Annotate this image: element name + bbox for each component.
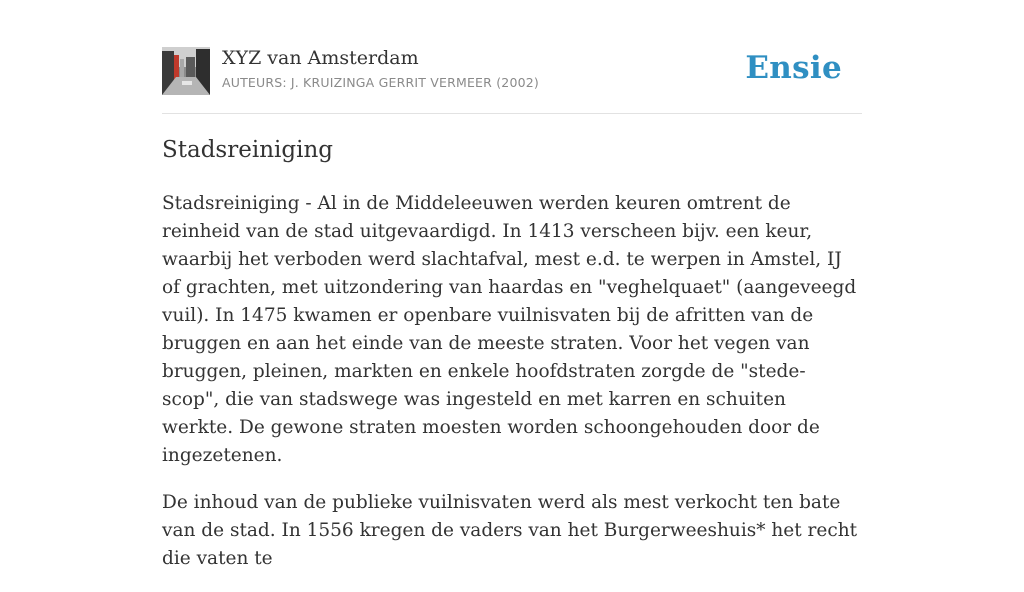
street-photo-icon [162,47,210,95]
header-divider [162,113,862,114]
entry-content [162,190,862,592]
book-authors [222,75,543,90]
entry-paragraph: De inhoud van de publieke vuilnisvaten werd als mest verkocht ten bate van de stad. In 1556 kregen de vaders van het Burgerweeshuis* het recht die vaten te [162,492,858,569]
entry-title: Stadsreiniging [162,137,333,163]
entry-paragraph: Stadsreiniging - Al in de Middeleeuwen werden keuren omtrent de reinheid van de stad uitgevaardigd. In 1413 verscheen bijv. een keur, waarbij het verboden werd slachtafval, mest e.d. te werpen in Amstel, IJ of grachten, met uitzondering van haardas en "veghelquaet" (aangeveegd vuil). In 1475 kwamen er openbare vuilnisvaten bij de afritten van de bruggen en aan het einde van de meeste straten. Voor het vegen van bruggen, pleinen, markten en enkele hoofdstraten zorgde de "stede-scop", die van stadswege was ingesteld en met karren en schuiten werkte. De gewone straten moesten worden schoongehouden door de ingezetenen. [162,193,857,466]
book-header [162,46,862,96]
ensie-logo-link[interactable]: Ensie [745,50,842,86]
book-cover-avatar[interactable] [162,47,210,95]
book-title[interactable]: XYZ van Amsterdam [222,47,419,69]
authors-label: AUTEURS: [222,75,287,90]
authors-names: J. KRUIZINGA GERRIT VERMEER (2002) [290,75,539,90]
